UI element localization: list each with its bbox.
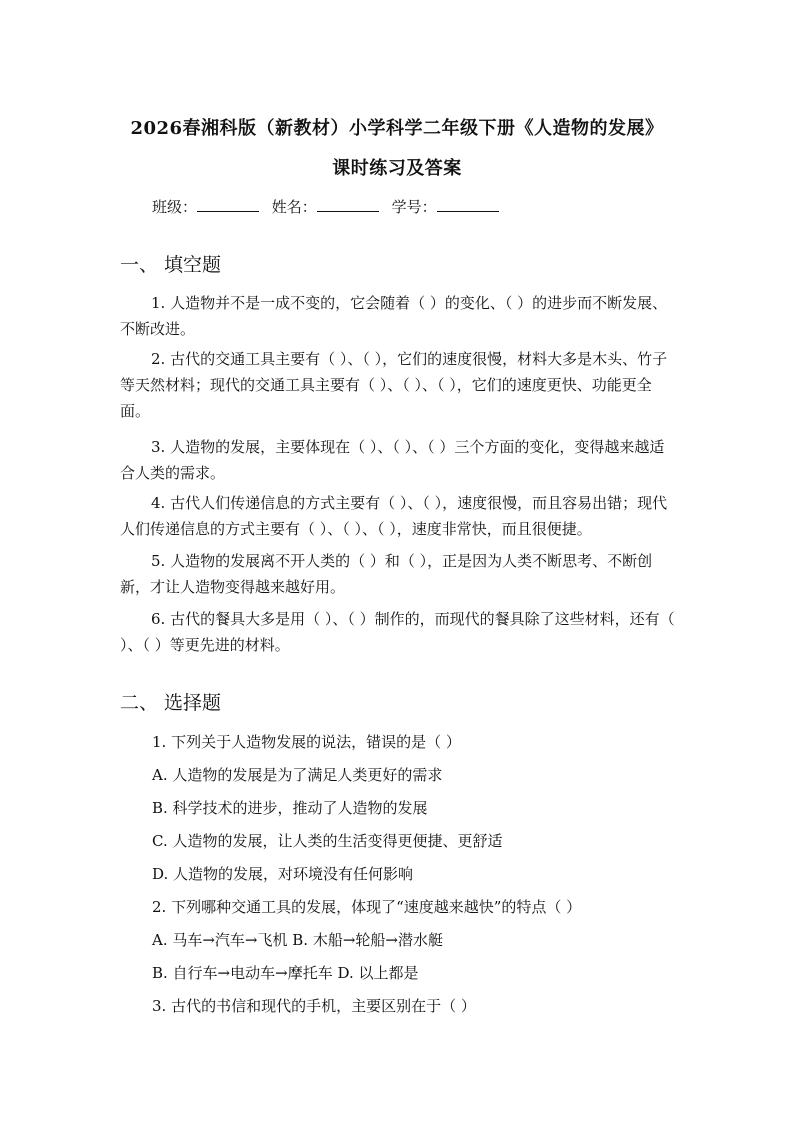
fill-blank-question-1: 1. 人造物并不是一成不变的，它会随着（ ）的变化、（ ）的进步而不断发展、不断改进。 [120, 294, 668, 338]
choice-option: C. 人造物的发展，让人类的生活变得更便捷、更舒适 [152, 832, 503, 850]
choice-question-2: 2. 下列哪种交通工具的发展，体现了“速度越来越快”的特点（ ） [152, 898, 582, 916]
choice-option: D. 人造物的发展，对环境没有任何影响 [152, 865, 414, 883]
section-heading-fill-blank: 一、 填空题 [120, 254, 222, 276]
choice-question-1: 1. 下列关于人造物发展的说法，错误的是（ ） [152, 733, 461, 751]
id-label: 学号： [391, 198, 437, 216]
document-title: 2026春湘科版（新教材）小学科学二年级下册《人造物的发展》 [130, 118, 664, 139]
class-label: 班级： [152, 198, 198, 216]
fill-blank-question-2: 2. 古代的交通工具主要有（ ）、（ ），它们的速度很慢，材料大多是木头、竹子等天然材料；现代的交通工具主要有（ ）、（ ）、（ ），它们的速度更快、功能更全面。 [120, 350, 668, 420]
student-info-row [152, 196, 507, 217]
section-heading-multiple-choice: 二、 选择题 [120, 692, 222, 714]
choice-option-row: A. 马车→汽车→飞机 B. 木船→轮船→潜水艇 [152, 931, 443, 949]
fill-blank-question-3: 3. 人造物的发展，主要体现在（ ）、（ ）、（ ）三个方面的变化，变得越来越适合人类的需求。 [120, 438, 665, 482]
name-label: 姓名： [271, 198, 317, 216]
document-subtitle: 课时练习及答案 [332, 158, 462, 179]
fill-blank-question-6: 6. 古代的餐具大多是用（ ）、（ ）制作的，而现代的餐具除了这些材料，还有（ ）、（ ）等更先进的材料。 [120, 610, 675, 654]
class-blank [197, 197, 259, 212]
choice-question-3: 3. 古代的书信和现代的手机，主要区别在于（ ） [152, 997, 476, 1015]
choice-option-row: B. 自行车→电动车→摩托车 D. 以上都是 [152, 964, 419, 982]
choice-option: A. 人造物的发展是为了满足人类更好的需求 [152, 766, 443, 784]
choice-option: B. 科学技术的进步，推动了人造物的发展 [152, 799, 428, 817]
fill-blank-question-4: 4. 古代人们传递信息的方式主要有（ ）、（ ），速度很慢，而且容易出错；现代人们传递信息的方式主要有（ ）、（ ）、（ ），速度非常快，而且很便捷。 [120, 494, 668, 538]
id-blank [437, 197, 499, 212]
fill-blank-question-5: 5. 人造物的发展离不开人类的（ ）和（ ），正是因为人类不断思考、不断创新，才让人造物变得越来越好用。 [120, 552, 653, 596]
name-blank [317, 197, 379, 212]
